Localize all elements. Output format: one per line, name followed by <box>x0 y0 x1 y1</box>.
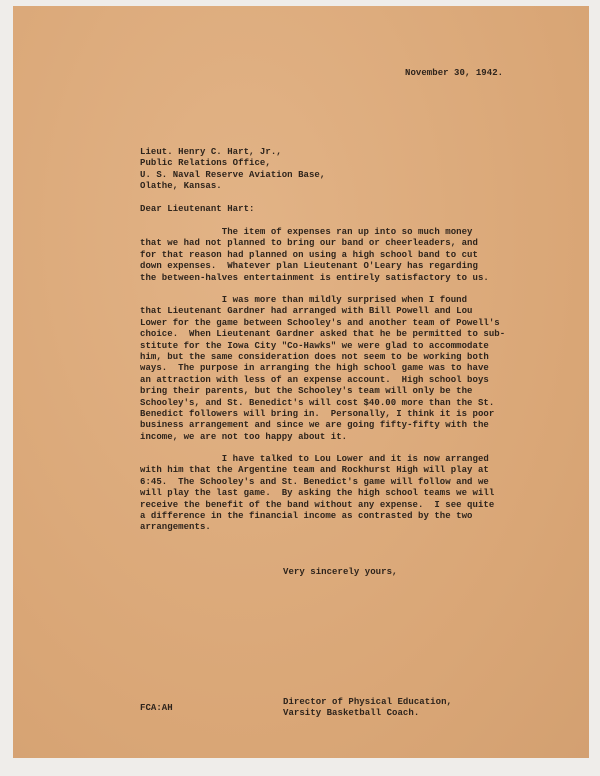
paragraph-line: a difference in the financial income as contrasted by the two <box>140 510 473 521</box>
paragraph-line: that Lieutenant Gardner had arranged with Bill Powell and Lou <box>140 306 473 317</box>
paragraph-line: arrangements. <box>140 522 211 533</box>
paragraph-line: the between-halves entertainment is entirely satisfactory to us. <box>140 272 489 283</box>
paragraph-line: down expenses. Whatever plan Lieutenant O'Leary has regarding <box>140 261 478 272</box>
paragraph-line: him, but the same consideration does not seem to be working both <box>140 351 489 362</box>
paragraph-line: The item of expenses ran up into so much money <box>140 227 473 237</box>
paragraph-2 <box>140 295 505 443</box>
paragraph-line: Lower for the game between Schooley's and another team of Powell's <box>140 317 500 328</box>
signature-block <box>283 697 452 720</box>
paragraph-line: with him that the Argentine team and Rockhurst High will play at <box>140 465 489 476</box>
paragraph-line: Benedict followers will bring in. Personally, I think it is poor <box>140 408 495 419</box>
paragraph-line: bring their parents, but the Schooley's team will only be the <box>140 386 473 397</box>
letter-date: November 30, 1942. <box>405 68 504 78</box>
reference-initials: FCA:AH <box>140 703 173 713</box>
signature-title: Varsity Basketball Coach. <box>283 708 420 719</box>
signature-title: Director of Physical Education, <box>283 697 452 707</box>
recipient-address <box>140 147 325 193</box>
paragraph-3 <box>140 454 494 534</box>
paragraph-line: 6:45. The Schooley's and St. Benedict's game will follow and we <box>140 476 489 487</box>
address-line: Public Relations Office, <box>140 158 271 169</box>
paragraph-line: that we had not planned to bring our band or cheerleaders, and <box>140 238 478 249</box>
paragraph-line: Schooley's, and St. Benedict's will cost $40.00 more than the St. <box>140 397 495 408</box>
paragraph-line: stitute for the Iowa City "Co-Hawks" we were glad to accommodate <box>140 340 489 351</box>
paragraph-line: business arrangement and since we are going fifty-fifty with the <box>140 420 489 431</box>
paragraph-line: an attraction with less of an expense account. High school boys <box>140 374 489 385</box>
paragraph-line: choice. When Lieutenant Gardner asked that he be permitted to sub- <box>140 329 506 340</box>
paragraph-line: receive the benefit of the band without any expense. I see quite <box>140 499 495 510</box>
address-line: Olathe, Kansas. <box>140 181 222 192</box>
salutation: Dear Lieutenant Hart: <box>140 204 255 214</box>
paragraph-line: I was more than mildly surprised when I found <box>140 295 468 305</box>
address-line: U. S. Naval Reserve Aviation Base, <box>140 169 326 180</box>
paragraph-line: for that reason had planned on using a high school band to cut <box>140 249 478 260</box>
paragraph-line: I have talked to Lou Lower and it is now arranged <box>140 454 489 464</box>
paragraph-line: ways. The purpose in arranging the high school game was to have <box>140 363 489 374</box>
paragraph-line: income, we are not too happy about it. <box>140 431 348 442</box>
closing: Very sincerely yours, <box>283 567 398 577</box>
paragraph-line: will play the last game. By asking the high school teams we will <box>140 488 495 499</box>
address-line: Lieut. Henry C. Hart, Jr., <box>140 147 282 157</box>
paragraph-1 <box>140 227 489 284</box>
